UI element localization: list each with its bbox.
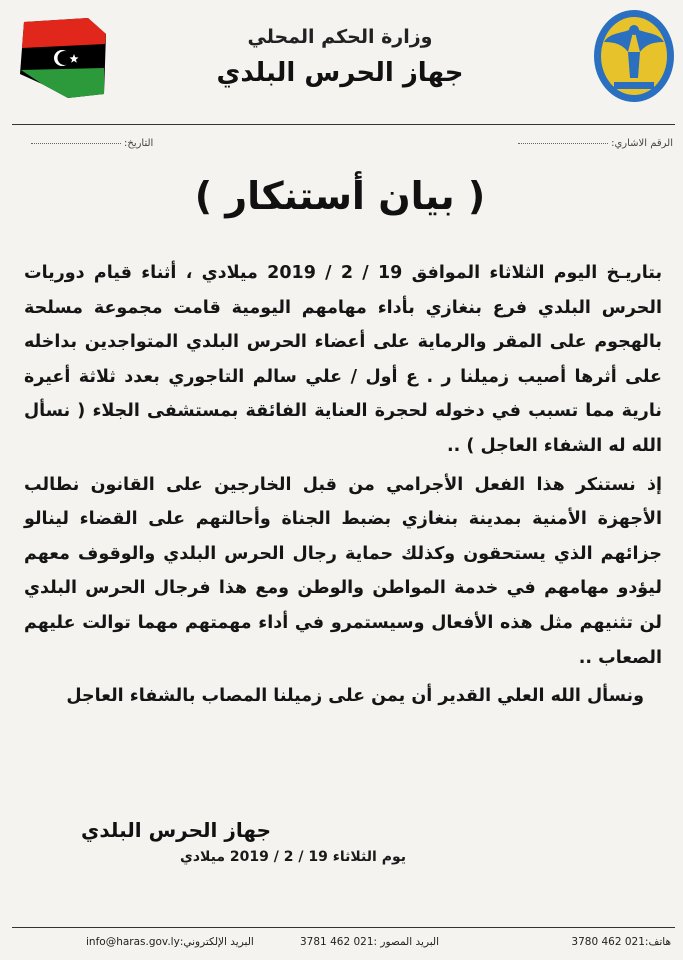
signature-date: يوم الثلاثاء 19 / 2 / 2019 ميلادي: [180, 849, 406, 865]
date-field: [28, 138, 153, 149]
municipal-guard-emblem-icon: [592, 8, 676, 108]
header-divider: [12, 124, 675, 125]
date-label: التاريخ:: [124, 138, 154, 149]
body-paragraph-1: بتاريـخ اليوم الثلاثاء الموافق 19 / 2 / 2019 ميلادي ، أثناء قيام دوريات الحرس البلدي فرع بنغازي بأداء مهامهم اليومية قامت مجموعة مسلحة بالهجوم على المقر والرماية على أعضاء الحرس البلدي المتواجدين بداخله على أثرها أصيب زميلنا ر . ع أول / علي سالم التاجوري بعدد ثلاثة أعيرة نارية مما تسبب في دخوله لحجرة العناية الفائقة بمستشفى الجلاء ( نسأل الله له الشفاء العاجل ) ..: [24, 263, 663, 456]
footer-fax: البريد المصور :021 462 3781: [300, 936, 440, 948]
signature-name: جهاز الحرس البلدي: [81, 818, 271, 842]
date-blank: [31, 143, 121, 144]
body-paragraph-3: ونسأل الله العلي القدير أن يمن على زميلنا المصاب بالشفاء العاجل: [66, 686, 644, 707]
ministry-name: وزارة الحكم المحلي: [247, 26, 433, 48]
statement-body: [24, 256, 662, 714]
footer-email: البريد الإلكتروني:info@haras.gov.ly: [86, 936, 254, 948]
libya-flag-icon: [18, 14, 110, 100]
reference-number-label: الرقم الاشاري:: [611, 138, 673, 149]
footer-phone: هاتف:021 462 3780: [571, 936, 671, 948]
reference-number-blank: [518, 143, 608, 144]
statement-title: ( بيان أستنكار ): [194, 174, 486, 218]
reference-number-field: [515, 138, 673, 149]
agency-name: جهاز الحرس البلدي: [216, 58, 464, 88]
footer-divider: [12, 927, 675, 928]
body-paragraph-2: إذ نستنكر هذا الفعل الأجرامي من قبل الخارجين على القانون نطالب الأجهزة الأمنية بمدينة بنغازي بضبط الجناة وأحالتهم على القضاء لينالو جزائهم الذي يستحقون وكذلك حماية رجال الحرس البلدي والوقوف معهم ليؤدو مهامهم في خدمة المواطن والوطن ومع هذا فرجال الحرس البلدي لن تثنيهم مثل هذه الأفعال وسيستمرو في أداء مهمتهم مهما توالت عليهم الصعاب ..: [24, 474, 662, 668]
